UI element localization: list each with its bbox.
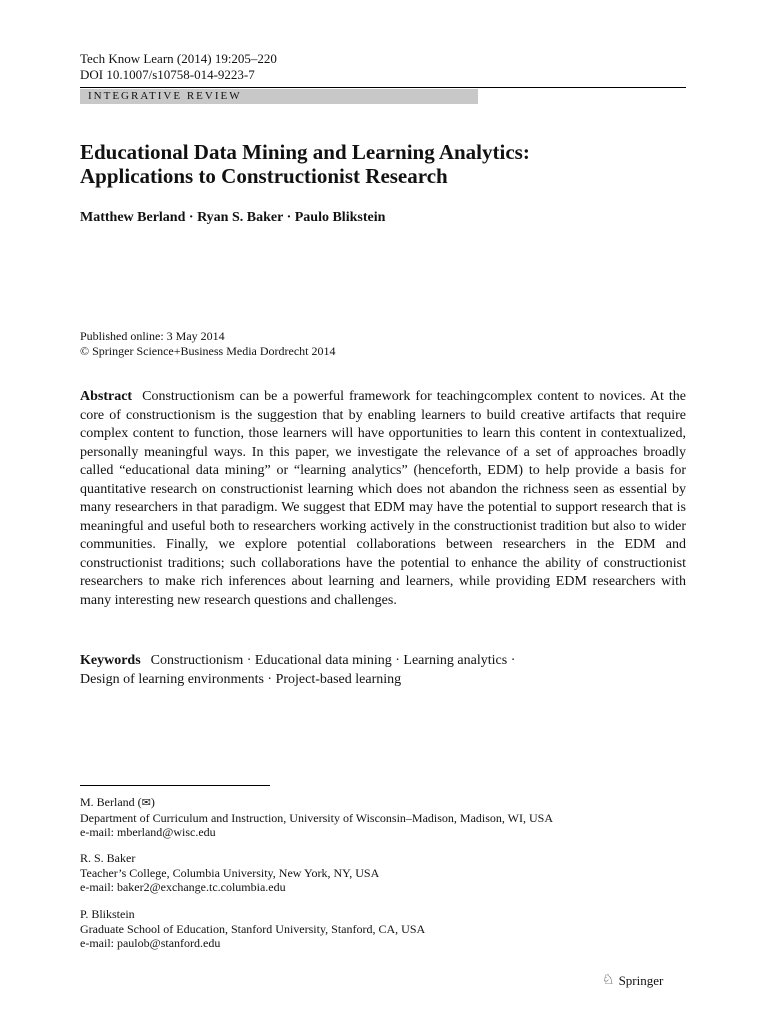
publication-info (80, 329, 336, 359)
copyright-notice: © Springer Science+Business Media Dordrecht 2014 (80, 344, 336, 358)
affiliation-email[interactable]: e-mail: mberland@wisc.edu (80, 825, 216, 839)
author-separator: · (185, 210, 198, 225)
affiliation-name: P. Blikstein (80, 907, 135, 921)
affiliation-dept: Graduate School of Education, Stanford University, Stanford, CA, USA (80, 921, 426, 936)
abstract-label: Abstract (80, 389, 133, 404)
affiliation-dept: Department of Curriculum and Instruction, University of Wisconsin–Madison, Madison, WI, USA (80, 810, 554, 825)
affiliation-dept: Teacher’s College, Columbia University, New York, NY, USA (80, 865, 380, 880)
section-label: INTEGRATIVE REVIEW (80, 89, 478, 104)
envelope-icon: ✉ (141, 797, 151, 809)
keywords-label: Keywords (80, 653, 141, 668)
title-line-1: Educational Data Mining and Learning Analytics: (80, 140, 530, 164)
journal-citation: Tech Know Learn (2014) 19:205–220 (80, 51, 277, 66)
title-line-2: Applications to Constructionist Research (80, 164, 448, 188)
abstract-text: Constructionism can be a powerful framework for teachingcomplex content to novices. At the core of constructionism is the suggestion that by enabling learners to build creative artifacts that require complex content to function, those learners will have opportunities to learn this content in contextualized, personally meaningful ways. In this paper, we investigate the relevance of a set of approaches broadly called “educational data mining” or “learning analytics” (henceforth, EDM) to help provide a basis for quantitative research on constructionist learning which does not abandon the richness seen as essential by many researchers in that paradigm. We suggest that EDM may have the potential to support research that is meaningful and useful both to researchers working actively in the constructionist tradition but also to wider communities. Finally, we explore potential collaborations between researchers in the EDM and constructionist traditions; such collaborations have the potential to enhance the ability of constructionist researchers to make rich inferences about learning and learners, while providing EDM researchers with many interesting new research questions and challenges. (80, 389, 686, 608)
publisher-logo (602, 972, 663, 989)
footnote-rule (80, 785, 270, 786)
affiliation-email[interactable]: e-mail: baker2@exchange.tc.columbia.edu (80, 880, 286, 894)
affiliation-email[interactable]: e-mail: paulob@stanford.edu (80, 936, 221, 950)
author-3: Paulo Blikstein (294, 210, 386, 225)
author-2: Ryan S. Baker (197, 210, 284, 225)
published-online: Published online: 3 May 2014 (80, 329, 225, 343)
journal-header (80, 51, 277, 83)
affiliation-2 (80, 851, 686, 895)
springer-horse-icon: ♘ (602, 973, 615, 988)
header-rule (80, 87, 686, 88)
affiliation-name: R. S. Baker (80, 851, 136, 865)
publisher-name: Springer (618, 972, 664, 988)
keywords-line-2: Design of learning environments · Project-based learning (80, 671, 402, 687)
abstract (80, 388, 686, 610)
affiliation-name: M. Berland (80, 795, 135, 809)
affiliation-1: M. Berland (✉) Department of Curriculum and Instruction, University of Wisconsin–Madison, Madison, WI, USA e-mail: mberland@wisc.edu (80, 795, 686, 840)
keywords (80, 652, 686, 689)
keywords-line-1: Constructionism · Educational data mining · Learning analytics · (150, 653, 516, 668)
author-separator: · (283, 210, 295, 225)
author-1: Matthew Berland (80, 210, 186, 225)
paper-title (80, 140, 690, 188)
journal-doi[interactable]: DOI 10.1007/s10758-014-9223-7 (80, 67, 255, 82)
affiliation-3 (80, 907, 686, 951)
author-list (80, 210, 385, 226)
